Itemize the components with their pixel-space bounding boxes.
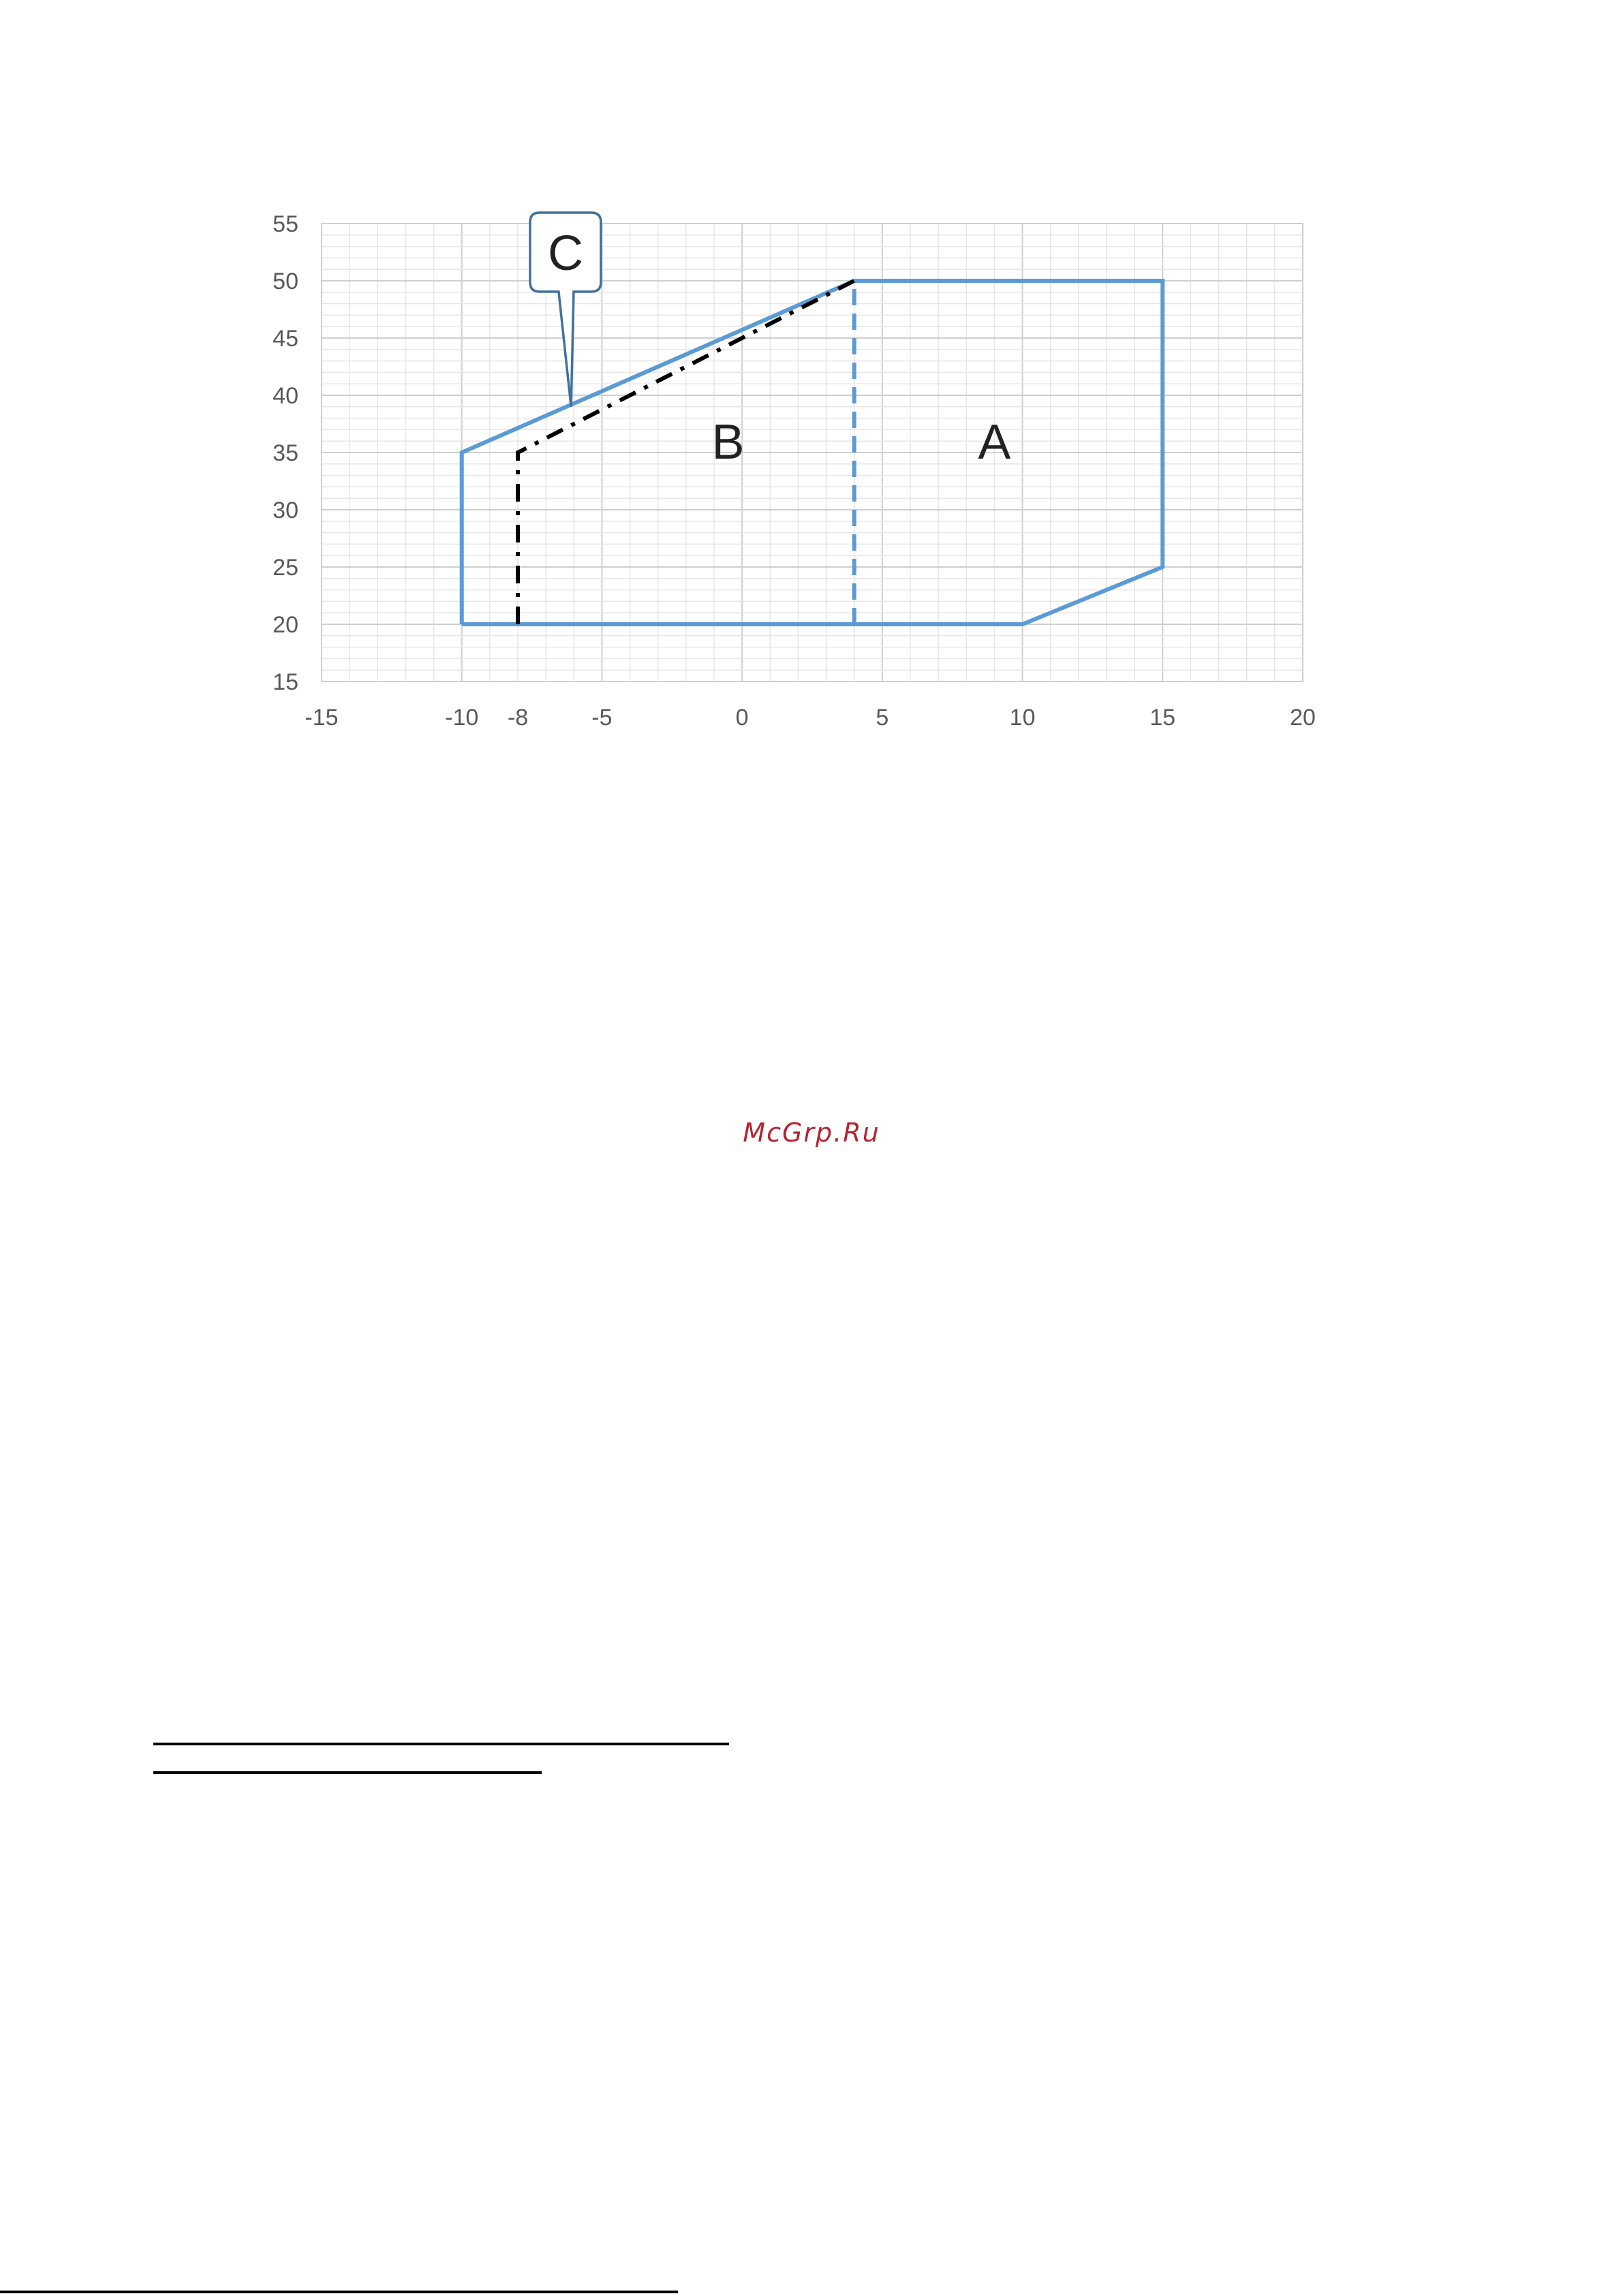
y-tick-label: 50 [273,269,298,294]
x-tick-label: -5 [591,705,613,731]
y-tick-label: 55 [273,211,298,237]
x-tick-label: 0 [735,705,749,731]
watermark: McGrp.Ru [743,1118,880,1148]
footer-rule [0,2291,678,2293]
y-tick-label: 40 [273,383,298,409]
x-tick-label: 15 [1149,705,1176,731]
y-tick-label: 30 [273,498,298,523]
grid [322,224,1303,682]
y-tick-label: 35 [273,440,298,466]
x-tick-label: -10 [445,705,479,731]
y-tick-label: 20 [273,612,298,638]
footnote-rule-short [153,1771,542,1774]
x-tick-label: -15 [305,705,339,731]
callout-label: C [547,226,583,281]
y-tick-label: 45 [273,326,298,352]
x-tick-label: 5 [876,705,889,731]
x-tick-label: 10 [1009,705,1036,731]
x-axis-ticks [305,705,1315,731]
region-label: A [978,415,1011,470]
footnote-rule-long [153,1743,729,1745]
x-tick-label: -8 [507,705,529,731]
region-label: B [711,415,745,470]
y-axis-ticks [273,211,298,695]
y-tick-label: 25 [273,555,298,581]
x-tick-label: 20 [1290,705,1316,731]
y-tick-label: 15 [273,669,298,695]
